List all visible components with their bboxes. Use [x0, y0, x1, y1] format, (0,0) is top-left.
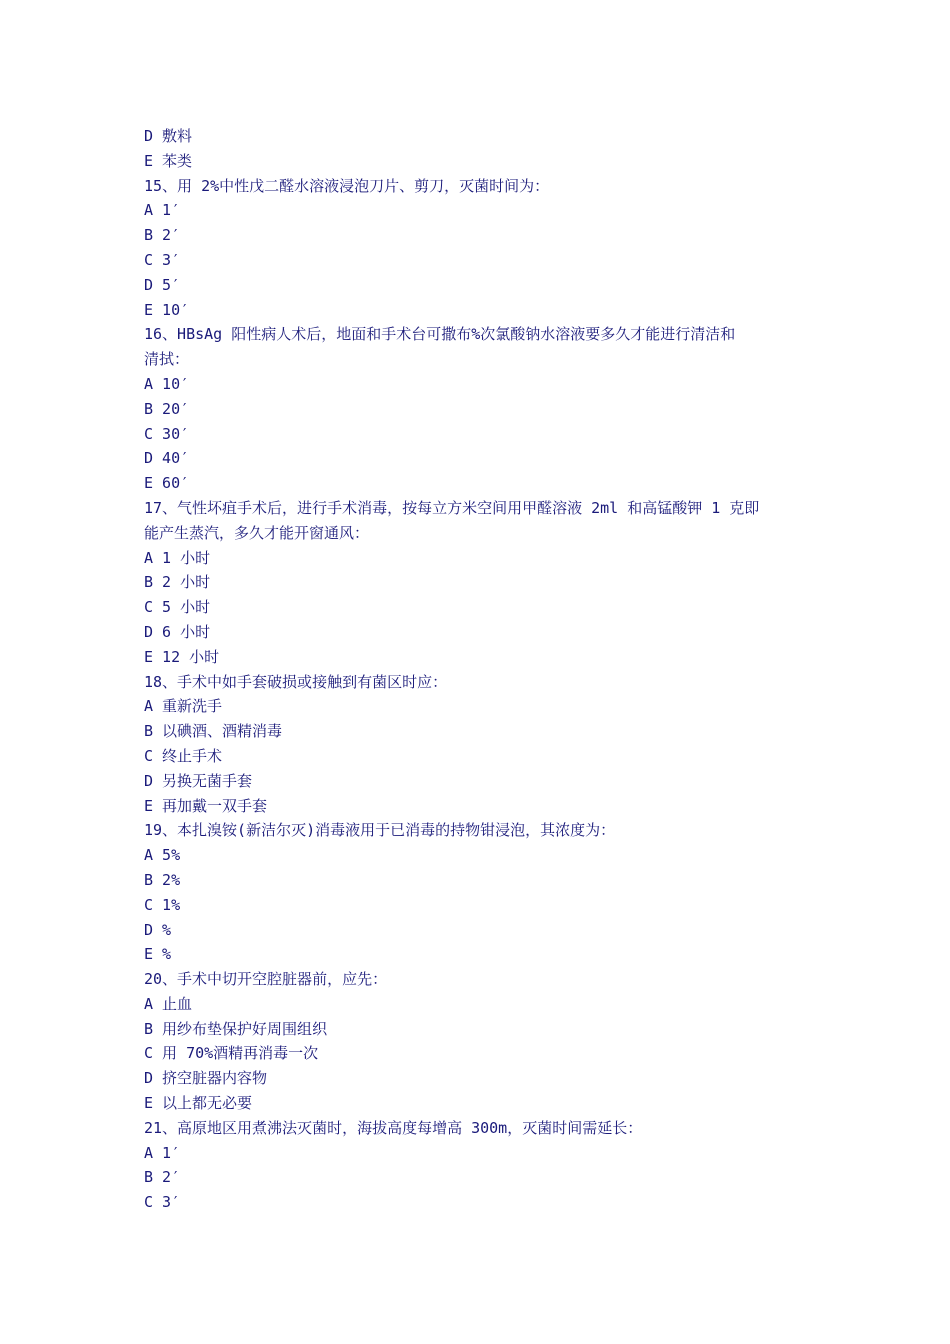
question-16: 16、HBsAg 阳性病人术后，地面和手术台可撒布%次氯酸钠水溶液要多久才能进行清洁和 — [144, 325, 736, 344]
q17-option-e: E 12 小时 — [144, 647, 220, 666]
q20-option-c: C 用 70%酒精再消毒一次 — [144, 1044, 319, 1063]
q15-option-c: C 3′ — [144, 250, 181, 269]
question-17: 17、气性坏疽手术后，进行手术消毒，按每立方米空间用甲醛溶液 2ml 和高锰酸钾 1 克即 — [144, 498, 760, 517]
question-20: 20、手术中切开空腔脏器前，应先： — [144, 970, 388, 989]
q16-option-e: E 60′ — [144, 474, 190, 493]
q18-option-e: E 再加戴一双手套 — [144, 796, 268, 815]
q16-option-c: C 30′ — [144, 424, 190, 443]
q18-option-b: B 以碘酒、酒精消毒 — [144, 722, 283, 741]
q17-option-a: A 1 小时 — [144, 548, 211, 567]
q19-option-e: E % — [144, 945, 172, 964]
q18-option-c: C 终止手术 — [144, 746, 223, 765]
q20-option-b: B 用纱布垫保护好周围组织 — [144, 1019, 328, 1038]
q18-option-d: D 另换无菌手套 — [144, 771, 253, 790]
q20-option-a: A 止血 — [144, 994, 193, 1013]
q15-option-a: A 1′ — [144, 201, 181, 220]
option-d-line: D 敷料 — [144, 127, 193, 145]
q17-option-b: B 2 小时 — [144, 573, 211, 592]
q17-option-d: D 6 小时 — [144, 622, 211, 641]
q21-option-b: B 2′ — [144, 1168, 181, 1187]
q21-option-a: A 1′ — [144, 1143, 181, 1162]
q15-option-d: D 5′ — [144, 275, 181, 294]
question-15: 15、用 2%中性戊二醛水溶液浸泡刀片、剪刀，灭菌时间为： — [144, 176, 550, 195]
question-21: 21、高原地区用煮沸法灭菌时，海拔高度每增高 300m，灭菌时间需延长： — [144, 1118, 643, 1137]
q16-option-b: B 20′ — [144, 399, 190, 418]
q19-option-c: C 1% — [144, 895, 181, 914]
question-18: 18、手术中如手套破损或接触到有菌区时应： — [144, 672, 448, 691]
q19-option-a: A 5% — [144, 846, 181, 865]
q15-option-e: E 10′ — [144, 300, 190, 319]
question-16-cont: 清拭： — [144, 350, 190, 369]
q19-option-b: B 2% — [144, 870, 181, 889]
question-17-cont: 能产生蒸汽，多久才能开窗通风： — [144, 523, 370, 542]
question-19: 19、本扎溴铵(新洁尔灭)消毒液用于已消毒的持物钳浸泡，其浓度为： — [144, 821, 616, 840]
q19-option-d: D % — [144, 920, 172, 939]
q18-option-a: A 重新洗手 — [144, 697, 223, 716]
q16-option-d: D 40′ — [144, 449, 190, 468]
q21-option-c: C 3′ — [144, 1193, 181, 1212]
option-e-line: E 苯类 — [144, 151, 193, 170]
document-page — [144, 124, 824, 1215]
q20-option-d: D 挤空脏器内容物 — [144, 1069, 268, 1088]
q15-option-b: B 2′ — [144, 226, 181, 245]
q16-option-a: A 10′ — [144, 374, 190, 393]
q17-option-c: C 5 小时 — [144, 598, 211, 617]
q20-option-e: E 以上都无必要 — [144, 1094, 253, 1113]
